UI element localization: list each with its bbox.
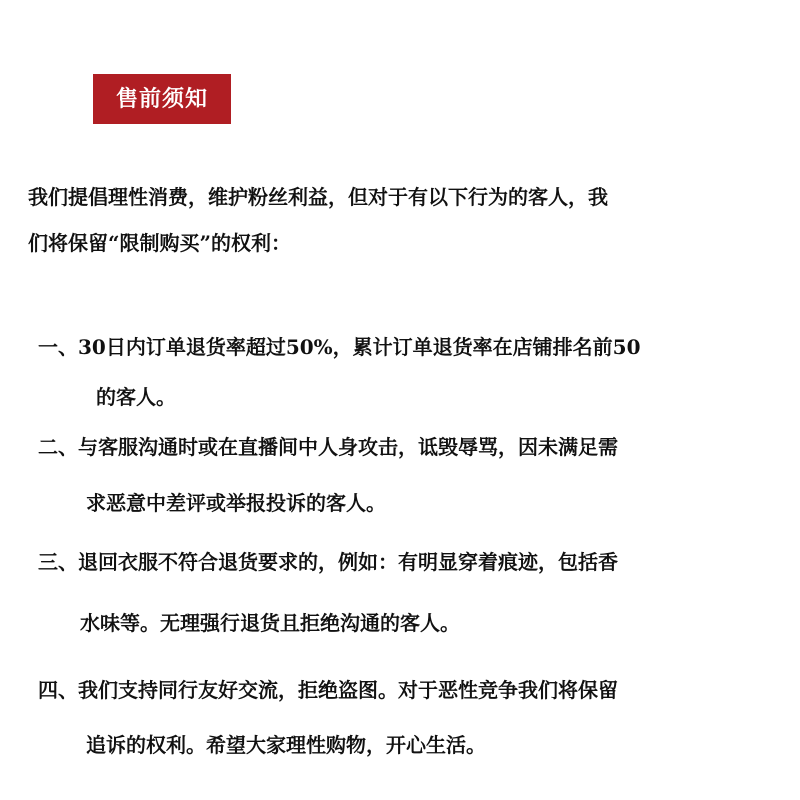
item-1-line-2: 的客人。 — [96, 385, 176, 409]
item-4-line-2: 追诉的权利。希望大家理性购物，开心生活。 — [86, 733, 486, 757]
item-2-line-2: 求恶意中差评或举报投诉的客人。 — [86, 491, 386, 515]
item-1-line-1: 一、30日内订单退货率超过50%，累计订单退货率在店铺排名前50 — [38, 335, 641, 359]
item-4-line-1: 四、我们支持同行友好交流，拒绝盗图。对于恶性竞争我们将保留 — [38, 678, 618, 702]
intro-line-2: 们将保留“限制购买”的权利： — [28, 231, 292, 255]
item-3-line-2: 水味等。无理强行退货且拒绝沟通的客人。 — [80, 611, 460, 635]
intro-line-1: 我们提倡理性消费，维护粉丝利益，但对于有以下行为的客人，我 — [28, 185, 608, 209]
item-3-line-1: 三、退回衣服不符合退货要求的，例如：有明显穿着痕迹，包括香 — [38, 550, 618, 574]
page-title: 售前须知 — [93, 74, 231, 124]
item-2-line-1: 二、与客服沟通时或在直播间中人身攻击，诋毁辱骂，因未满足需 — [38, 435, 618, 459]
